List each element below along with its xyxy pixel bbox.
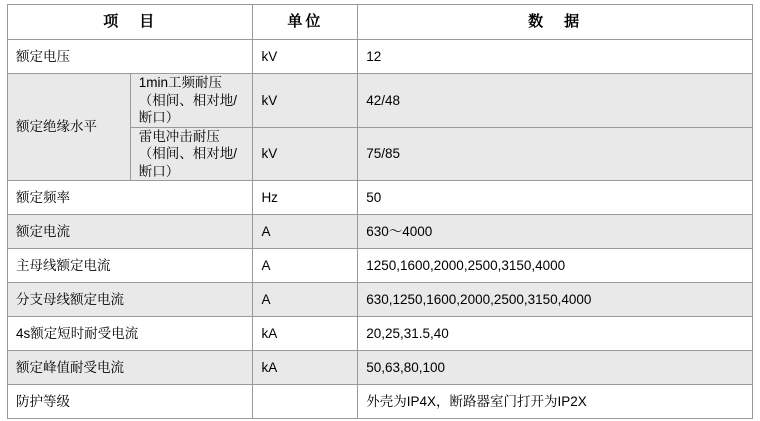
table-row bbox=[8, 283, 753, 317]
header-data: 数 据 bbox=[358, 5, 753, 40]
table-row bbox=[8, 181, 753, 215]
table-header-row bbox=[8, 5, 753, 40]
row-label: 额定绝缘水平 bbox=[8, 74, 131, 181]
table-row bbox=[8, 317, 753, 351]
row-label: 额定峰值耐受电流 bbox=[8, 351, 253, 385]
row-sublabel: 雷电冲击耐压（相间、相对地/断口） bbox=[130, 127, 253, 181]
row-label: 额定电流 bbox=[8, 215, 253, 249]
row-label: 分支母线额定电流 bbox=[8, 283, 253, 317]
row-unit bbox=[253, 385, 358, 419]
row-unit: A bbox=[253, 215, 358, 249]
row-unit: A bbox=[253, 249, 358, 283]
row-unit: kV bbox=[253, 74, 358, 128]
row-data: 50,63,80,100 bbox=[358, 351, 753, 385]
row-data: 630,1250,1600,2000,2500,3150,4000 bbox=[358, 283, 753, 317]
row-unit: kV bbox=[253, 40, 358, 74]
row-data: 12 bbox=[358, 40, 753, 74]
table-row bbox=[8, 40, 753, 74]
table-row bbox=[8, 215, 753, 249]
row-label: 额定频率 bbox=[8, 181, 253, 215]
table-row bbox=[8, 249, 753, 283]
header-unit: 单位 bbox=[253, 5, 358, 40]
header-item: 项 目 bbox=[8, 5, 253, 40]
row-unit: Hz bbox=[253, 181, 358, 215]
row-label: 主母线额定电流 bbox=[8, 249, 253, 283]
row-label: 4s额定短时耐受电流 bbox=[8, 317, 253, 351]
row-unit: kV bbox=[253, 127, 358, 181]
row-data: 75/85 bbox=[358, 127, 753, 181]
table-row bbox=[8, 385, 753, 419]
row-data: 20,25,31.5,40 bbox=[358, 317, 753, 351]
row-data: 1250,1600,2000,2500,3150,4000 bbox=[358, 249, 753, 283]
specification-table bbox=[7, 4, 753, 419]
row-unit: kA bbox=[253, 351, 358, 385]
row-data: 42/48 bbox=[358, 74, 753, 128]
row-data: 外壳为IP4X，断路器室门打开为IP2X bbox=[358, 385, 753, 419]
row-label: 防护等级 bbox=[8, 385, 253, 419]
row-data: 630～4000 bbox=[358, 215, 753, 249]
row-unit: A bbox=[253, 283, 358, 317]
table-row bbox=[8, 351, 753, 385]
row-data: 50 bbox=[358, 181, 753, 215]
table-row bbox=[8, 74, 753, 128]
row-unit: kA bbox=[253, 317, 358, 351]
row-label: 额定电压 bbox=[8, 40, 253, 74]
row-sublabel: 1min工频耐压（相间、相对地/断口） bbox=[130, 74, 253, 128]
